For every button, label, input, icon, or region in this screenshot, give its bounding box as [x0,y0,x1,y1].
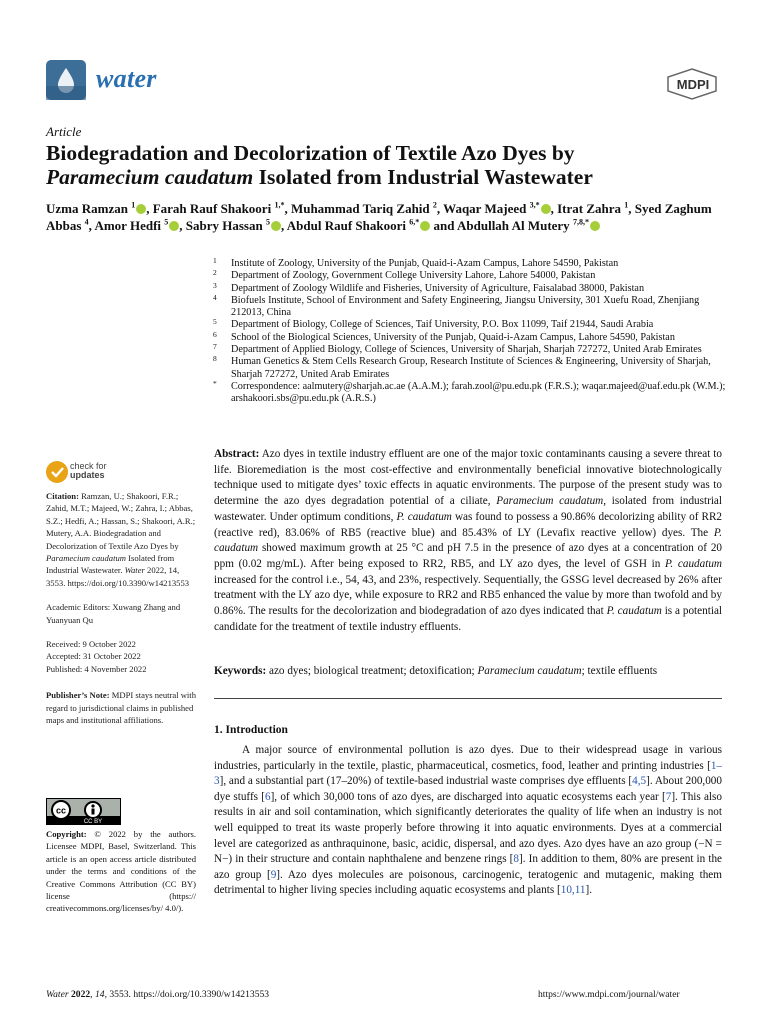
affiliation-list [213,258,733,406]
citation-block: Citation: Ramzan, U.; Shakoori, F.R.; Zahid, M.T.; Majeed, W.; Zahra, I.; Abbas, S.Z.; Hedfi, A.; Hassan, S.; Shakoori, A.R.; Mutery, A.A. Biodegradation and Decolorization of Textile Azo Dyes by Paramecium caudatum Isolated from Industrial Wastewater. Water 2022, 14, 3553. https://doi.org/10.3390/w14213553 [46,491,196,588]
cc-by-license-icon[interactable] [46,798,121,825]
journal-name: water [96,64,157,93]
publisher-note: Publisher’s Note: MDPI stays neutral with regard to jurisdictional claims in published maps and institutional affiliations. [46,690,196,726]
affiliation-item [213,258,733,270]
svg-text:CC BY: CC BY [83,819,103,824]
affiliation-number: * [213,378,217,388]
affiliation-item [213,344,733,356]
author-affiliation-marker: 6,* [409,217,420,227]
affiliation-text: School of the Biological Sciences, University of the Punjab, Quaid-i-Azam Campus, Lahore 54590, Pakistan [231,331,675,343]
received-date: Received: 9 October 2022 [46,639,136,650]
author-affiliation-marker: 1,* [274,200,285,210]
author-affiliation-marker: 7,8,* [572,217,589,227]
affiliation-number: 8 [213,354,217,364]
reference-link[interactable]: 6 [264,790,271,803]
section-divider [214,698,722,699]
affiliation-item [213,319,733,331]
paper-title: Biodegradation and Decolorization of Textile Azo Dyes by Paramecium caudatum Isolated from Industrial Wastewater [46,141,593,189]
copyright-block: Copyright: © 2022 by the authors. Licensee MDPI, Basel, Switzerland. This article is an open access article distributed under the terms and conditions of the Creative Commons Attribution (CC BY) license (https:// creativecommons.org/licenses/by/ 4.0/). [46,829,196,914]
author-name[interactable]: Waqar Majeed [443,201,527,216]
reference-link[interactable]: 7 [665,790,672,803]
author-name[interactable]: Syed Zaghum Abbas [46,201,712,233]
orcid-icon[interactable] [541,204,551,214]
author-name[interactable]: Abdullah Al Mutery [457,218,570,233]
reference-link[interactable]: 9 [270,868,277,881]
affiliation-item [213,356,733,381]
affiliation-text: Department of Applied Biology, College of Sciences, University of Sharjah, Sharjah 727272, United Arab Emirates [231,344,702,356]
reference-link[interactable]: 4,5 [632,775,647,788]
affiliation-item [213,270,733,282]
published-date: Published: 4 November 2022 [46,663,147,674]
section-heading-introduction: 1. Introduction [214,724,288,736]
author-affiliation-marker: 4 [84,217,89,227]
author-affiliation-marker: 1 [131,200,136,210]
footer-citation: Water 2022, 14, 3553. https://doi.org/10.3390/w14213553 [46,989,270,1000]
author-name[interactable]: Uzma Ramzan [46,201,128,216]
publisher-name: MDPI [676,77,710,92]
abstract: Abstract: Azo dyes in textile industry effluent are one of the major toxic contaminants causing a severe threat to life. Bioremediation is the most cost-effective and environmentally beneficial innovative biotechnologically technique used to mitigate dyes’ toxic effects in aquatic environments. The purpose of the present study was to determine the azo dyes degradation potential of a ciliate, Paramecium caudatum, isolated from industrial wastewater. Under optimum conditions, P. caudatum was found to possess a 90.86% decolorizing ability of RR2 (reactive red), 83.06% of RB5 (reactive blue) and 85.43% of LY (Levafix reactive yellow) dyes. The P. caudatum showed maximum growth at 25 °C and pH 7.5 in the presence of azo dyes at a concentration of 20 ppm (0.02 mg/mL). After being exposed to RR2, RB5, and LY azo dyes, the level of GSH in P. caudatum increased for the control i.e., 54, 43, and 23%, respectively. Sequentially, the GSSG level decreased by 26% after treatment with the LY azo dye, while exposure to RR2 and RB5 enhanced the value by more than twofold and by 0.86%. The results for the decolorization and biodegradation of azo dyes indicated that P. caudatum is a potential candidate for the treatment of textile industry effluents. [214,448,723,633]
affiliation-text: Department of Zoology, Government College University Lahore, Lahore 54000, Pakistan [231,270,596,282]
reference-link[interactable]: 10,11 [560,884,586,897]
svg-text:cc: cc [55,805,67,816]
check-for-updates-label[interactable]: check for updates [70,461,107,480]
accepted-date: Accepted: 31 October 2022 [46,651,141,662]
author-affiliation-marker: 3,* [529,200,540,210]
orcid-icon[interactable] [420,221,430,231]
affiliation-number: 7 [213,342,217,352]
reference-link[interactable]: 8 [513,853,519,866]
article-type: Article [46,124,82,139]
affiliation-text: Human Genetics & Stem Cells Research Group, Research Institute of Sciences & Engineering, University of Sharjah, Sharjah 727272, United Arab Emirates [231,356,711,380]
affiliation-number: 3 [213,280,217,290]
orcid-icon[interactable] [271,221,281,231]
academic-editors: Academic Editors: Xuwang Zhang and Yuanyuan Qu [46,602,181,625]
journal-logo-icon [46,60,86,100]
affiliation-text: Institute of Zoology, University of the Punjab, Quaid-i-Azam Campus, Lahore 54590, Pakistan [231,258,619,269]
orcid-icon[interactable] [136,204,146,214]
affiliation-item [213,329,733,344]
affiliation-item [213,292,733,320]
affiliation-item [213,378,733,406]
sidebar-metadata [46,490,196,739]
author-name[interactable]: Sabry Hassan [185,218,263,233]
affiliation-number: 1 [213,256,217,265]
affiliation-text: Biofuels Institute, School of Environment and Safety Engineering, Jiangsu University, 301 Xuefu Road, Zhenjiang 212013, China [231,294,700,319]
author-name[interactable]: Itrat Zahra [557,201,622,216]
author-name[interactable]: Abdul Rauf Shakoori [286,218,406,233]
introduction-paragraph: A major source of environmental pollution is azo dyes. Due to their widespread usage in various industries, particularly in the textile, plastic, pharmaceutical, cosmetics, food, leather and printing industries [1–3], and a substantial part (17–20%) of textile-based industrial waste comprises dye effluents [4,5]. About 200,000 dye stuffs [6], of which 30,000 tons of azo dyes, are discharged into aquatic ecosystems each year [7]. This also results in air and soil contamination, which significantly deteriorates the quality of life when an industry is not well equipped to treat its waste properly before throwing it into aquatic environments. Dyes at a commercial level are categorized as anthraquinone, basic, acidic, dispersal, and azo dyes. Azo dyes have an azo group (−N = N−) in their structure and contain naphthalene and benzene rings [8]. In addition to them, 80% are present in the azo group [9]. Azo dyes molecules are poisonous, carcinogenic, teratogenic and mutagenic, making them detrimental to higher living species including aquatic ecosystems and plants [10,11]. [214,744,723,897]
author-list: Uzma Ramzan $^1$ , Farah Rauf Shakoori $^{1,*}$, Muhammad Tariq Zahid $^2$, Waqar Majeed $^{3,*}$ , Itrat Zahra $^1$, Syed Zaghum Abbas $^4$, Amor Hedfi $^5$ , Sabry Hassan $^5$ , Abdul Rauf Shakoori $^{6,*}$ and Abdullah Al Mutery $^{7,8,*}$ [46,200,712,233]
author-name[interactable]: Farah Rauf Shakoori [152,201,272,216]
affiliation-number: 2 [213,268,217,278]
affiliation-item [213,280,733,295]
orcid-icon[interactable] [169,221,179,231]
author-affiliation-marker: 5 [265,217,270,227]
author-affiliation-marker: 5 [164,217,169,227]
check-for-updates-icon[interactable] [46,461,68,483]
author-name[interactable]: Muhammad Tariq Zahid [290,201,430,216]
footer-journal-url[interactable]: https://www.mdpi.com/journal/water [538,989,680,1000]
affiliation-number: 6 [213,329,217,339]
affiliation-text: Department of Zoology Wildlife and Fisheries, University of Agriculture, Faisalabad 38000, Pakistan [231,282,645,294]
author-affiliation-marker: 1 [624,200,629,210]
author-affiliation-marker: 2 [432,200,437,210]
author-name[interactable]: Amor Hedfi [94,218,162,233]
affiliation-text: Correspondence: aalmutery@sharjah.ac.ae (A.A.M.); farah.zool@pu.edu.pk (F.R.S.); waqar.majeed@uaf.edu.pk (W.M.); arshakoori.sbs@pu.edu.pk (A.R.S.) [231,380,726,405]
keywords: Keywords: azo dyes; biological treatment; detoxification; Paramecium caudatum; textile effluents [214,665,658,677]
orcid-icon[interactable] [590,221,600,231]
affiliation-number: 5 [213,317,217,327]
affiliation-number: 4 [213,292,217,302]
reference-link[interactable]: 1–3 [214,759,722,788]
affiliation-text: Department of Biology, College of Sciences, Taif University, P.O. Box 11099, Taif 21944, Saudi Arabia [231,319,654,331]
